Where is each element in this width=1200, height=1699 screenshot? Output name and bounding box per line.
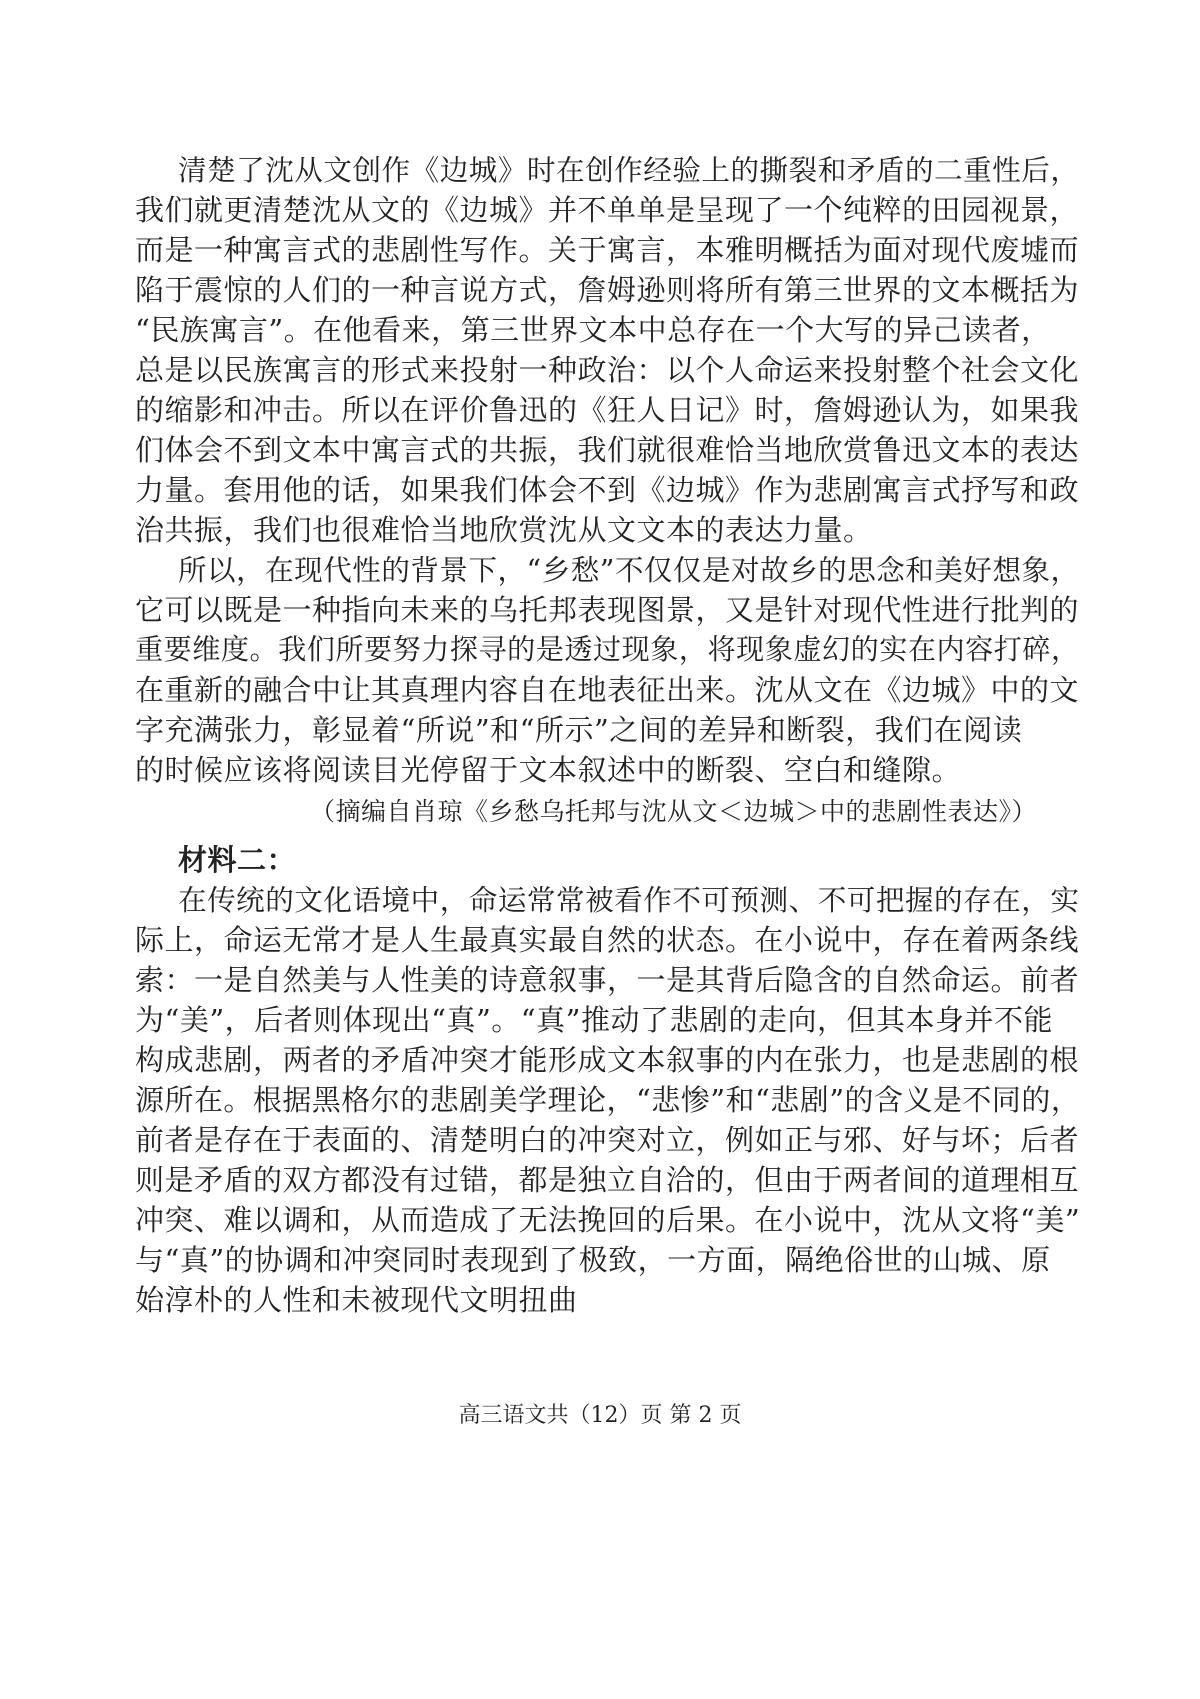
paragraph-line: 清楚了沈从文创作《边城》时在创作经验上的撕裂和矛盾的二重性后， [178,153,1080,187]
paragraph-line: 为“美”，后者则体现出“真”。“真”推动了悲剧的走向，但其本身并不能 [135,1003,1053,1037]
paragraph-line: 与“真”的协调和冲突同时表现到了极致，一方面，隔绝俗世的山城、原 [135,1243,1051,1277]
paragraph-line: 冲突、难以调和，从而造成了无法挽回的后果。在小说中，沈从文将“美” [135,1203,1081,1237]
source-citation: （摘编自肖琼《乡愁乌托邦与沈从文＜边城＞中的悲剧性表达》） [310,797,1038,826]
paragraph-line: 索：一是自然美与人性美的诗意叙事，一是其背后隐含的自然命运。前者 [135,963,1080,997]
paragraph-line: 而是一种寓言式的悲剧性写作。关于寓言，本雅明概括为面对现代废墟而 [135,233,1080,267]
paragraph-line: 力量。套用他的话，如果我们体会不到《边城》作为悲剧寓言式抒写和政 [135,473,1080,507]
paragraph-line: 治共振，我们也很难恰当地欣赏沈从文文本的表达力量。 [135,513,873,547]
paragraph-line: 的时候应该将阅读目光停留于文本叙述中的断裂、空白和缝隙。 [135,753,962,787]
page-footer: 高三语文共（12）页 第 2 页 [458,1403,742,1428]
section-heading: 材料二： [178,843,297,877]
paragraph-line: 则是矛盾的双方都没有过错，都是独立自洽的，但由于两者间的道理相互 [135,1163,1080,1197]
paragraph-line: “民族寓言”。在他看来，第三世界文本中总存在一个大写的异己读者， [135,313,1051,347]
paragraph-line: 它可以既是一种指向未来的乌托邦表现图景，又是针对现代性进行批判的 [135,593,1080,627]
paragraph-line: 在重新的融合中让其真理内容自在地表征出来。沈从文在《边城》中的文 [135,673,1080,707]
paragraph-line: 陷于震惊的人们的一种言说方式，詹姆逊则将所有第三世界的文本概括为 [135,273,1080,307]
paragraph-line: 总是以民族寓言的形式来投射一种政治：以个人命运来投射整个社会文化 [135,353,1080,387]
paragraph-line: 源所在。根据黑格尔的悲剧美学理论，“悲惨”和“悲剧”的含义是不同的， [135,1083,1081,1117]
paragraph-line: 际上，命运无常才是人生最真实最自然的状态。在小说中，存在着两条线 [135,923,1080,957]
paragraph-line: 们体会不到文本中寓言式的共振，我们就很难恰当地欣赏鲁迅文本的表达 [135,433,1080,467]
paragraph-line: 的缩影和冲击。所以在评价鲁迅的《狂人日记》时，詹姆逊认为，如果我 [135,393,1080,427]
paragraph-line: 构成悲剧，两者的矛盾冲突才能形成文本叙事的内在张力，也是悲剧的根 [135,1043,1080,1077]
paragraph-line: 我们就更清楚沈从文的《边城》并不单单是呈现了一个纯粹的田园视景， [135,193,1080,227]
paragraph-line: 所以，在现代性的背景下，“乡愁”不仅仅是对故乡的思念和美好想象， [178,553,1080,587]
paragraph-line: 前者是存在于表面的、清楚明白的冲突对立，例如正与邪、好与坏；后者 [135,1123,1080,1157]
paragraph-line: 在传统的文化语境中，命运常常被看作不可预测、不可把握的存在，实 [178,883,1080,917]
paragraph-line: 始淳朴的人性和未被现代文明扭曲 [135,1283,578,1317]
paragraph-line: 重要维度。我们所要努力探寻的是透过现象，将现象虚幻的实在内容打碎， [135,633,1080,666]
paragraph-line: 字充满张力，彰显着“所说”和“所示”之间的差异和断裂，我们在阅读 [135,713,1023,747]
